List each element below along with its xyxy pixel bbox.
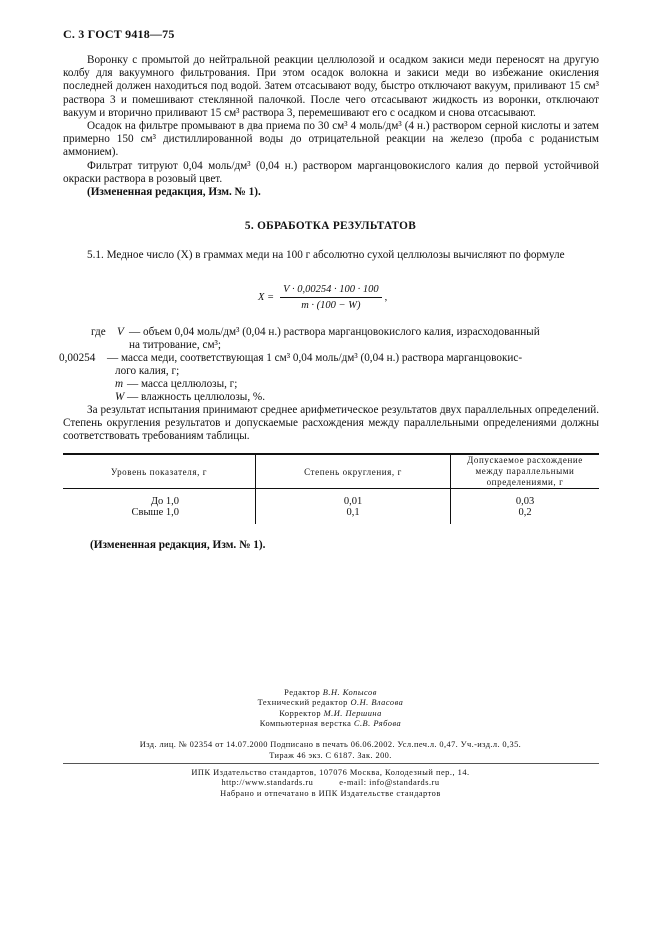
header-tolerance: Допускаемое расхождение между параллельными определениями, г [451, 454, 600, 489]
m-symbol: m [115, 378, 124, 390]
formula [258, 284, 387, 311]
clause-5-1: 5.1. Медное число (X) в граммах меди на 100 г абсолютно сухой целлюлозы вычисляют по формуле [87, 249, 565, 261]
v-symbol: V [117, 326, 124, 338]
edit-note-2: (Измененная редакция, Изм. № 1). [90, 539, 266, 551]
m-definition: — масса целлюлозы, г; [127, 378, 238, 390]
w-definition: — влажность целлюлозы, %. [127, 391, 266, 403]
publisher-line-2: http://www.standards.ru e-mail: info@standards.ru [221, 778, 440, 788]
credit-name: С.В. Рябова [353, 719, 402, 729]
issue-line-1: Изд. лиц. № 02354 от 14.07.2000 Подписано в печать 06.06.2002. Усл.печ.л. 0,47. Уч.-изд.л. 0,35. [139, 740, 522, 749]
cell-rounding: 0,01 [256, 489, 451, 508]
v-definition-cont: на титрование, см³; [129, 339, 221, 351]
clause-text [63, 249, 599, 262]
v-definition: — объем 0,04 моль/дм³ (0,04 н.) раствора марганцовокислого калия, израсходованный [129, 326, 540, 338]
credit-line [0, 719, 661, 729]
table-row [63, 507, 599, 524]
table-row [63, 489, 599, 508]
publisher-line-1: ИПК Издательство стандартов, 107076 Москва, Колодезный пер., 14. [191, 768, 470, 777]
header-level: Уровень показателя, г [63, 454, 256, 489]
procedure-text [63, 54, 599, 199]
credit-line [0, 709, 661, 719]
edit-note: (Измененная редакция, Изм. № 1). [87, 186, 261, 199]
paragraph-1: Воронку с промытой до нейтральной реакции целлюлозой и осадком закиси меди переносят на другую колбу для вакуумного фильтрования. При этом осадок волокна и закиси меди во избежание окисления последней должен находиться под водой. Затем отсасывают воду, быстро отключают вакуум, приливают 15 см³ раствора 3 и помешивают стеклянной палочкой. После чего отсасывают жидкость из воронки, отключают вакуум и вторично приливают 15 см³ раствора 3, перемешивают его с осадком и снова отсасывают. [63, 54, 599, 119]
credit-role: Редактор [284, 688, 321, 697]
credits-block [0, 688, 661, 730]
publisher-line-3: Набрано и отпечатано в ИПК Издательстве стандартов [220, 788, 441, 798]
page-header: С. 3 ГОСТ 9418—75 [63, 27, 175, 41]
c-definition-cont: лого калия, г; [115, 365, 180, 377]
credit-name: В.Н. Копысов [322, 688, 377, 697]
formula-numerator: V · 0,00254 · 100 · 100 [280, 284, 381, 298]
result-text [63, 404, 599, 444]
publisher-info [0, 768, 661, 799]
formula-lhs: X = [258, 292, 275, 303]
issue-info [0, 740, 661, 762]
c-symbol: 0,00254 [59, 352, 96, 364]
header-rounding: Степень округления, г [256, 454, 451, 489]
cell-level: До 1,0 [150, 496, 179, 507]
paragraph-2: Осадок на фильтре промывают в два приема по 30 см³ 4 моль/дм³ (4 н.) раствором серной кислоты и затем примерно 150 см³ дистиллированной воды до отрицательной реакции на железо (проба с роданистым аммонием). [63, 120, 599, 159]
credit-role: Технический редактор [257, 698, 348, 708]
results-table [63, 453, 599, 524]
formula-denominator: m · (100 − W) [301, 300, 361, 311]
c-definition: — масса меди, соответствующая 1 см³ 0,04 моль/дм³ (0,04 н.) раствора марганцовокис- [107, 352, 523, 364]
table-header-row [63, 454, 599, 489]
paragraph-3: Фильтрат титруют 0,04 моль/дм³ (0,04 н.) раствором марганцовокислого калия до первой устойчивой окраски раствора в розовый цвет. [63, 159, 599, 185]
formula-fraction [280, 284, 381, 311]
section-title: 5. ОБРАБОТКА РЕЗУЛЬТАТОВ [244, 220, 417, 232]
credit-name: О.Н. Власова [350, 698, 404, 708]
credit-role: Корректор [279, 708, 322, 718]
result-paragraph: За результат испытания принимают среднее арифметическое результатов двух параллельных определений. Степень округления результатов и допускаемые расхождения между параллельными определениями должны соответствовать требованиям таблицы. [63, 404, 599, 443]
w-symbol: W [115, 391, 125, 403]
credit-line [0, 688, 661, 698]
where-word: где [91, 326, 106, 338]
divider [63, 763, 599, 764]
cell-rounding: 0,1 [256, 507, 451, 524]
credit-role: Компьютерная верстка [259, 719, 352, 729]
credit-name: М.И. Першина [323, 708, 382, 718]
cell-tolerance: 0,2 [451, 507, 600, 524]
credit-line [0, 698, 661, 708]
formula-tail: , [384, 292, 388, 303]
issue-line-2: Тираж 46 экз. С 6187. Зак. 200. [269, 750, 392, 760]
cell-tolerance: 0,03 [451, 489, 600, 508]
cell-level: Свыше 1,0 [131, 507, 179, 518]
